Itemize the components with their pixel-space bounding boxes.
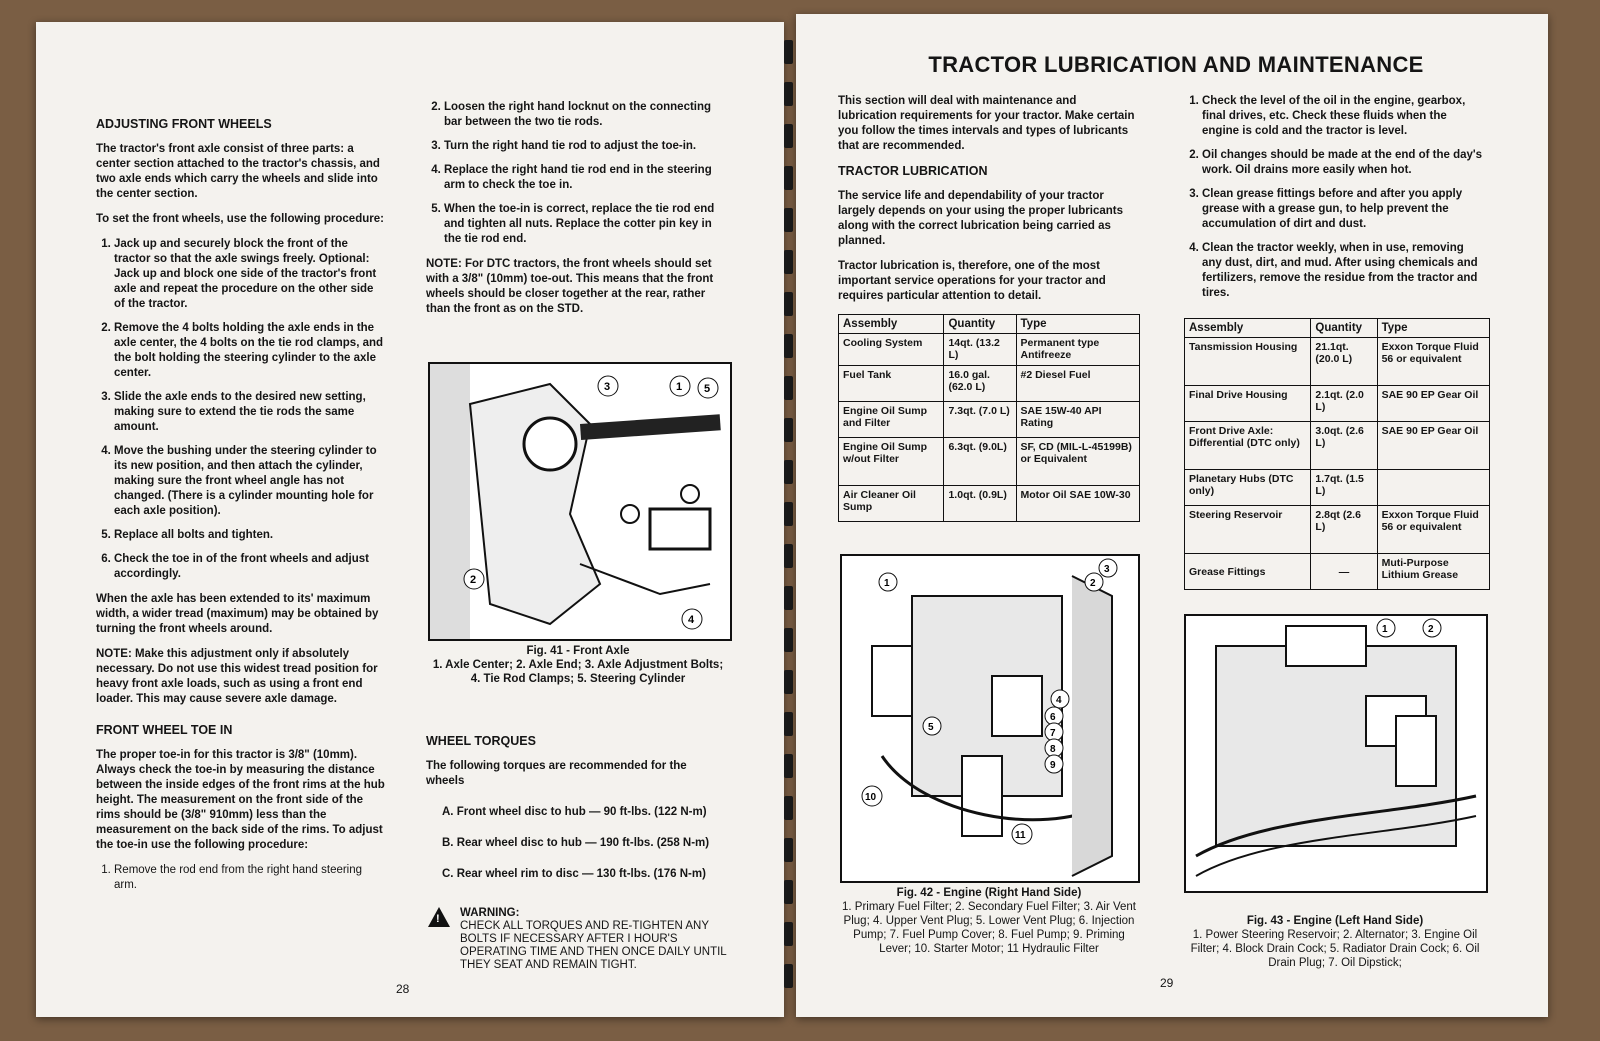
- maintenance-list: [1184, 94, 1484, 301]
- column-header: Assembly: [839, 315, 944, 334]
- procedure-list: [96, 237, 386, 582]
- callout-1: [670, 376, 690, 396]
- table-cell: Cooling System: [839, 334, 944, 366]
- table-cell: SAE 15W-40 API Rating: [1016, 402, 1140, 438]
- paragraph: Tractor lubrication is, therefore, one of the most important service operations for your tractor and requires particular attention to detail.: [838, 260, 1106, 302]
- list-item: 3. Turn the right hand tie rod to adjust the toe-in.: [444, 139, 726, 154]
- table-cell: Fuel Tank: [839, 366, 944, 402]
- callout-7: [1045, 723, 1063, 741]
- table-cell: Engine Oil Sump w/out Filter: [839, 438, 944, 486]
- callout-3: [1099, 559, 1117, 577]
- list-item: 3. Clean grease fittings before and after you apply grease with a grease gun, to help prevent the accumulation of dirt and dust.: [1202, 187, 1484, 232]
- figure-legend: 1. Power Steering Reservoir; 2. Alternator; 3. Engine Oil Filter; 4. Block Drain Cock; 5. Radiator Drain Cock; 6. Oil Drain Plug; 7. Oil Dipstick;: [1190, 929, 1480, 969]
- callout-2: [1085, 573, 1103, 591]
- table-cell: Exxon Torque Fluid 56 or equivalent: [1377, 506, 1489, 554]
- table-cell: SAE 90 EP Gear Oil: [1377, 422, 1489, 470]
- callout-11: [1012, 824, 1032, 844]
- svg-text:4: 4: [688, 614, 695, 626]
- column-header: Quantity: [944, 315, 1016, 334]
- svg-text:2: 2: [470, 574, 477, 586]
- table-cell: Engine Oil Sump and Filter: [839, 402, 944, 438]
- engine-right-illustration: [842, 556, 1138, 881]
- table-cell: 14qt. (13.2 L): [944, 334, 1016, 366]
- warning-title: WARNING:: [460, 907, 520, 919]
- callout-9: [1045, 755, 1063, 773]
- left-column-1: [96, 117, 386, 903]
- figure-title: Fig. 43 - Engine (Left Hand Side): [1246, 915, 1424, 927]
- callout-8: [1045, 739, 1063, 757]
- svg-text:6: 6: [1050, 712, 1056, 723]
- figure-legend: 1. Primary Fuel Filter; 2. Secondary Fuel Filter; 3. Air Vent Plug; 4. Upper Vent Plug; 5. Lower Vent Plug; 6. Injection Pump; 7. Fuel Pump Cover; 8. Fuel Pump; 9. Priming Lever; 10. Starter Motor; 11 Hydraulic Filter: [842, 901, 1136, 955]
- callout-10: [862, 786, 882, 806]
- list-item: 6. Check the toe in of the front wheels and adjust accordingly.: [114, 552, 386, 582]
- list-item: 5. Replace all bolts and tighten.: [114, 528, 386, 543]
- list-item: 2. Loosen the right hand locknut on the connecting bar between the two tie rods.: [444, 100, 726, 130]
- wheel-torques-section: [426, 734, 726, 892]
- list-item: 4. Move the bushing under the steering cylinder to its new position, and then attach the cylinder, making sure the front wheel angle has not changed. (There is a cylinder mounting hole for each axle position).: [114, 444, 386, 519]
- svg-text:4: 4: [1056, 695, 1062, 706]
- paragraph: The service life and dependability of your tractor largely depends on your using the proper lubricants along with the correct lubrication being carried as planned.: [838, 190, 1123, 247]
- right-column-2: [1184, 94, 1484, 311]
- figure-title: Fig. 42 - Engine (Right Hand Side): [896, 887, 1082, 899]
- table-cell: Planetary Hubs (DTC only): [1185, 470, 1311, 506]
- column-header: Type: [1016, 315, 1140, 334]
- warning-block: [428, 907, 738, 972]
- torque-item: C. Rear wheel rim to disc — 130 ft-lbs. (176 N-m): [442, 868, 706, 880]
- svg-text:5: 5: [928, 722, 934, 733]
- callout-3: [598, 376, 618, 396]
- paragraph: To set the front wheels, use the following procedure:: [96, 213, 384, 225]
- callout-4: [1051, 690, 1069, 708]
- front-axle-illustration: [430, 364, 730, 639]
- heading-front-wheel-toe-in: FRONT WHEEL TOE IN: [96, 723, 233, 737]
- list-item: 4. Replace the right hand tie rod end in the steering arm to check the toe in.: [444, 163, 726, 193]
- svg-text:1: 1: [676, 381, 683, 393]
- table-cell: —: [1311, 554, 1377, 590]
- table-row: [839, 334, 1140, 366]
- list-item: 1. Remove the rod end from the right hand steering arm.: [114, 863, 386, 893]
- figure-front-axle: [428, 362, 732, 641]
- paragraph: This section will deal with maintenance and lubrication requirements for your tractor. Make certain you follow the times intervals and types of lubricants that are recommended.: [838, 95, 1135, 152]
- paragraph: The tractor's front axle consist of three parts: a center section attached to the tractor's chassis, and two axle ends which carry the wheels and slide into the center section.: [96, 143, 380, 200]
- table-cell: Muti-Purpose Lithium Grease: [1377, 554, 1489, 590]
- table-cell: 1.0qt. (0.9L): [944, 486, 1016, 522]
- list-item: 4. Clean the tractor weekly, when in use, removing any dust, dirt, and mud. After using chemicals and fertilizers, remove the residue from the tractor and tires.: [1202, 241, 1484, 301]
- svg-text:10: 10: [865, 792, 877, 803]
- torque-item: A. Front wheel disc to hub — 90 ft-lbs. (122 N-m): [442, 806, 707, 818]
- table-cell: 16.0 gal. (62.0 L): [944, 366, 1016, 402]
- table-row: [1185, 506, 1490, 554]
- heading-adjusting-front-wheels: ADJUSTING FRONT WHEELS: [96, 117, 272, 131]
- table-row: [1185, 470, 1490, 506]
- list-item: 1. Check the level of the oil in the engine, gearbox, final drives, etc. Check these fluids when the engine is cold and the tractor is level.: [1202, 94, 1484, 139]
- callout-6: [1045, 707, 1063, 725]
- note: NOTE: For DTC tractors, the front wheels should set with a 3/8" (10mm) toe-out. This means that the front wheels should be closer together at the rear, rather than the front as on the STD.: [426, 258, 714, 315]
- figure-engine-left: [1184, 614, 1488, 893]
- page-number: 29: [1160, 976, 1174, 990]
- callout-5: [923, 717, 941, 735]
- right-column-1: [838, 94, 1138, 314]
- svg-text:2: 2: [1428, 624, 1434, 635]
- column-header: Assembly: [1185, 319, 1311, 338]
- table-cell: Grease Fittings: [1185, 554, 1311, 590]
- table-cell: SF, CD (MIL-L-45199B) or Equivalent: [1016, 438, 1140, 486]
- lubrication-table-2: [1184, 318, 1490, 590]
- table-header-row: [1185, 319, 1490, 338]
- toe-list-continued: [426, 100, 726, 247]
- table-row: [839, 438, 1140, 486]
- table-cell: 21.1qt. (20.0 L): [1311, 338, 1377, 386]
- warning-icon: !: [428, 907, 450, 927]
- table-row: [839, 486, 1140, 522]
- list-item: 2. Oil changes should be made at the end of the day's work. Oil drains more easily when hot.: [1202, 148, 1484, 178]
- figure-title: Fig. 41 - Front Axle: [526, 645, 630, 657]
- table-row: [1185, 386, 1490, 422]
- list-item: 1. Jack up and securely block the front of the tractor so that the axle swings freely. Optional: Jack up and block one side of the tractor's front axle and repeat the procedure on the other side of the tractor.: [114, 237, 386, 312]
- column-header: Quantity: [1311, 319, 1377, 338]
- table-row: [1185, 554, 1490, 590]
- left-page: [36, 22, 784, 1017]
- table-cell: 2.1qt. (2.0 L): [1311, 386, 1377, 422]
- lubrication-table-1: [838, 314, 1140, 522]
- table-cell: Air Cleaner Oil Sump: [839, 486, 944, 522]
- table-row: [839, 366, 1140, 402]
- column-header: Type: [1377, 319, 1489, 338]
- table-cell: [1377, 470, 1489, 506]
- heading-wheel-torques: WHEEL TORQUES: [426, 734, 536, 748]
- toe-list: [96, 863, 386, 893]
- figure-legend: 1. Axle Center; 2. Axle End; 3. Axle Adjustment Bolts; 4. Tie Rod Clamps; 5. Steering Cylinder: [432, 659, 724, 685]
- list-item: 2. Remove the 4 bolts holding the axle ends in the axle center, the 4 bolts on the tie rod clamps, and the bolt holding the steering cylinder to the axle center.: [114, 321, 386, 381]
- table-row: [839, 402, 1140, 438]
- table-cell: Motor Oil SAE 10W-30: [1016, 486, 1140, 522]
- callout-1: [1377, 619, 1395, 637]
- callout-1: [879, 573, 897, 591]
- table-cell: Tansmission Housing: [1185, 338, 1311, 386]
- callout-4: [682, 609, 702, 629]
- engine-left-illustration: [1186, 616, 1486, 891]
- note: NOTE: Make this adjustment only if absolutely necessary. Do not use this widest tread position for heavy front axle loads, such as using a front end loader. This may cause severe axle damage.: [96, 648, 378, 705]
- svg-text:1: 1: [884, 578, 890, 589]
- heading-tractor-lubrication: TRACTOR LUBRICATION: [838, 164, 988, 178]
- figure-caption-43: [1180, 914, 1490, 970]
- table-cell: 6.3qt. (9.0L): [944, 438, 1016, 486]
- svg-text:3: 3: [604, 381, 611, 393]
- svg-text:3: 3: [1104, 564, 1110, 575]
- table-cell: Permanent type Antifreeze: [1016, 334, 1140, 366]
- list-item: 5. When the toe-in is correct, replace the tie rod end and tighten all nuts. Replace the cotter pin key in the tie rod end.: [444, 202, 726, 247]
- svg-text:2: 2: [1090, 578, 1096, 589]
- right-page: [796, 14, 1548, 1017]
- callout-5: [698, 378, 718, 398]
- paragraph: When the axle has been extended to its' maximum width, a wider tread (maximum) may be obtained by turning the front wheels around.: [96, 593, 379, 635]
- figure-caption-41: [428, 644, 728, 686]
- svg-text:9: 9: [1050, 760, 1056, 771]
- table-cell: #2 Diesel Fuel: [1016, 366, 1140, 402]
- table-cell: 3.0qt. (2.6 L): [1311, 422, 1377, 470]
- table-cell: 1.7qt. (1.5 L): [1311, 470, 1377, 506]
- list-item: 3. Slide the axle ends to the desired new setting, making sure to extend the tie rods the same amount.: [114, 390, 386, 435]
- figure-caption-42: [836, 886, 1142, 956]
- paragraph: The following torques are recommended for the wheels: [426, 760, 687, 787]
- table-cell: Exxon Torque Fluid 56 or equivalent: [1377, 338, 1489, 386]
- table-cell: Steering Reservoir: [1185, 506, 1311, 554]
- page-number: 28: [396, 982, 410, 996]
- left-column-2: [426, 100, 726, 327]
- figure-engine-right: [840, 554, 1140, 883]
- table-cell: Front Drive Axle: Differential (DTC only): [1185, 422, 1311, 470]
- table-header-row: [839, 315, 1140, 334]
- callout-2: [1423, 619, 1441, 637]
- table-cell: 7.3qt. (7.0 L): [944, 402, 1016, 438]
- paragraph: The proper toe-in for this tractor is 3/8" (10mm). Always check the toe-in by measuring the distance between the inside edges of the front rims at the hub height. The measurement on the front side of the rims should be (3/8" 910mm) less than the measurement on the back side of the rims. To adjust the toe-in use the following procedure:: [96, 749, 385, 851]
- svg-text:1: 1: [1382, 624, 1388, 635]
- svg-text:7: 7: [1050, 728, 1056, 739]
- callout-2: [464, 569, 484, 589]
- warning-text: CHECK ALL TORQUES AND RE-TIGHTEN ANY BOLTS IF NECESSARY AFTER I HOUR'S OPERATING TIME AND THEN ONCE DAILY UNTIL THEY SEAT AND REMAIN TIGHT.: [460, 920, 727, 971]
- torque-item: B. Rear wheel disc to hub — 190 ft-lbs. (258 N-m): [442, 837, 710, 849]
- table-cell: Final Drive Housing: [1185, 386, 1311, 422]
- svg-text:8: 8: [1050, 744, 1056, 755]
- page-title: TRACTOR LUBRICATION AND MAINTENANCE: [928, 52, 1424, 77]
- svg-text:11: 11: [1015, 830, 1026, 841]
- table-row: [1185, 422, 1490, 470]
- table-cell: SAE 90 EP Gear Oil: [1377, 386, 1489, 422]
- table-row: [1185, 338, 1490, 386]
- svg-text:5: 5: [704, 383, 711, 395]
- table-cell: 2.8qt (2.6 L): [1311, 506, 1377, 554]
